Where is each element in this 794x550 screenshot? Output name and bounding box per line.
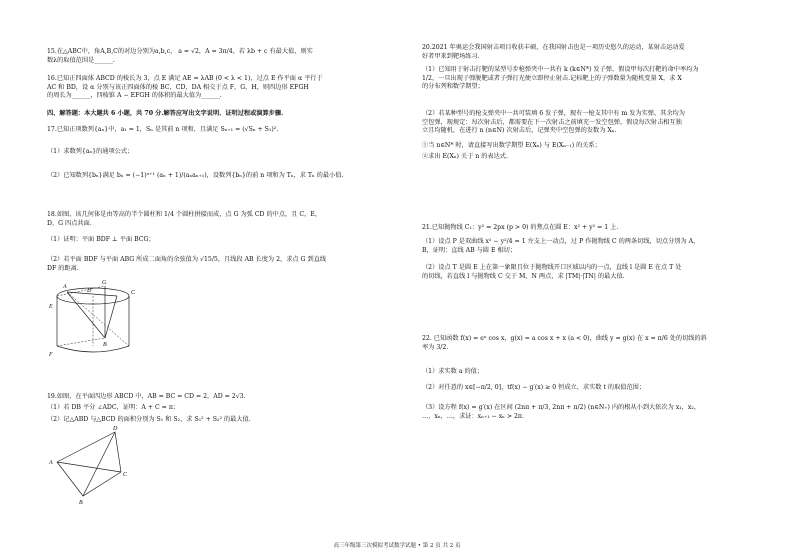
fig19-label-B: B [79, 500, 83, 504]
question-21-part-1: （1）设点 P 是双曲线 x² − y²/4 = 1 左支上一动点，过 P 作抛物线 C 的两条切线，切点分别为 A， B，证明：直线 AB 与圆 E 相切； [422, 238, 700, 254]
question-20-part-2-b: ②求出 E(Xₙ) 关于 n 的表达式. [422, 153, 508, 160]
fig18-label-D: D [87, 288, 92, 294]
question-21: 21.已知抛物线 C₁：y² = 2px (p > 0) 的焦点在圆 E：x² + y² = 1 上. [422, 224, 619, 231]
question-17-part-2: （2）已知数列{bₙ}满足 bₙ = (−1)ⁿ⁺¹ (aₙ + 1)/(aₙaₙ₊₁)，设数列{bₙ}的前 n 项和为 Tₙ，求 Tₙ 的最小值. [47, 172, 344, 179]
question-17-part-1: （1）求数列{aₙ}的通项公式； [47, 148, 134, 155]
question-18: 18.如图，该几何体是由等高的半个圆柱和 1/4 个圆柱拼接而成，点 G 为弧 CD 的中点，且 C，E， D，G 四点共面. [47, 211, 322, 227]
question-22-part-2: （2）对任意的 x∈[−π/2, 0]，tf(x) − g′(x) ≥ 0 恒成立，求实数 t 的取值范围； [422, 384, 646, 391]
question-15: 15.在△ABC中，角A,B,C的对边分别为a,b,c， a = √2，A = 3π/4，若 λb + c 有最大值，则实 数λ的取值范围是______. [47, 48, 313, 64]
question-17: 17.已知正项数列{aₙ}中，a₁ = 1，Sₙ 是其前 n 项和，且满足 Sₙ₊₁ = (√Sₙ + S₁)². [47, 126, 279, 133]
question-16: 16.已知正四面体 ABCD 的棱长为 3，点 E 满足 AE = λAB (0 < λ < 1)，过点 E 作平面 α 平行于 AC 和 BD，设 α 分别与该正四面体的棱 BC，CD，DA 相交于点 F，G，H，则四边形 EFGH 的周长为______，四棱锥 A − EFGH 的体积的最大值为______. [47, 75, 323, 100]
fig18-label-G: G [102, 280, 107, 286]
fig18-label-B: B [103, 342, 107, 348]
figure-19-quadrilateral [47, 424, 137, 504]
question-20: 20.2021 年奥运会我国射击项目收获丰硕，在我国射击也是一项历史悠久的运动，某射击运动爱 好者甲来到靶场练习. [422, 44, 685, 60]
question-22-part-1: （1）求实数 a 的值； [422, 368, 484, 375]
question-19-part-2: （2）记△ABD 与△BCD 的面积分别为 S₁ 和 S₂，求 S₁² + S₂² 的最大值. [47, 416, 251, 423]
fig19-label-D: D [113, 426, 118, 432]
fig19-label-C: C [123, 472, 128, 478]
question-21-part-2: （2）设点 T 是圆 E 上在第一象限且位于抛物线开口区域以内的一点，直线 l 是圆 E 在点 T 处 的切线，若直线 l 与抛物线 C 交于 M，N 两点，求 |TM|·|TN| 的最大值. [422, 264, 682, 280]
fig18-label-C: C [131, 290, 136, 296]
figure-18-solid [47, 278, 137, 360]
question-19-part-1: （1）若 DB 平分 ∠ADC，证明：A + C = π； [47, 404, 180, 411]
question-20-part-2: （2）若某种型号的枪支弹夹中一共可装填 6 发子弹，现有一枪支其中有 m 发为实弹，其余均为 空包弹，现规定：每次射击后，都需要在下一次射击之前填充一发空包弹，假设每次射击相互独 立且均随机，在进行 n (n∈N) 次射击后，记弹夹中空包弹的发数为 Xₙ. [422, 110, 685, 135]
question-22-part-3: （3）设方程 f(x) = g′(x) 在区间 (2nπ + π/3, 2nπ + π/2) (n∈N₊) 内的根从小到大依次为 x₁，x₂， …，xₙ，…，求证：xₙ₊₁ − xₙ > 2π. [422, 404, 701, 420]
question-20-part-1: （1）已知用于射击打靶的某型号步枪弹夹中一共有 k (k∈N*) 发子弹，假设甲每次打靶的命中率均为 1/2，一旦出现子弹脱靶或者子弹打光便立即停止射击.记标靶上的子弹数量为随机变量 X，求 X 的分布列和数学期望； [422, 66, 699, 91]
question-20-part-2-a: ①当 n∈N* 时，请直接写出数学期望 E(Xₙ) 与 E(Xₙ₋₁) 的关系； [422, 142, 601, 149]
right-column [422, 0, 762, 530]
fig18-label-F: F [49, 352, 53, 358]
fig18-label-A: A [63, 284, 67, 290]
question-18-part-2: （2）若平面 BDF 与平面 ABG 所成二面角的余弦值为 √15/5，且线段 AB 长度为 2，求点 G 到直线 DF 的距离. [47, 256, 327, 272]
question-19: 19.如图，在平面四边形 ABCD 中，AB = BC = CD = 2，AD = 2√3. [47, 393, 246, 400]
fig18-label-E: E [49, 304, 53, 310]
page-footer: 高三年级第三次模拟考试数学试题 • 第 2 页 共 2 页 [333, 543, 461, 549]
question-18-part-1: （1）证明：平面 BDF ⊥ 平面 BCG； [47, 236, 155, 243]
left-column [47, 0, 389, 530]
section-heading: 四、解答题：本大题共 6 小题，共 70 分.解答应写出文字说明、证明过程或演算步骤. [47, 110, 284, 117]
fig19-label-A: A [49, 460, 53, 466]
question-22: 22. 已知函数 f(x) = eˣ cos x，g(x) = a cos x + x (a < 0)，曲线 y = g(x) 在 x = π/6 处的切线的斜 率为 3/2. [422, 335, 707, 351]
